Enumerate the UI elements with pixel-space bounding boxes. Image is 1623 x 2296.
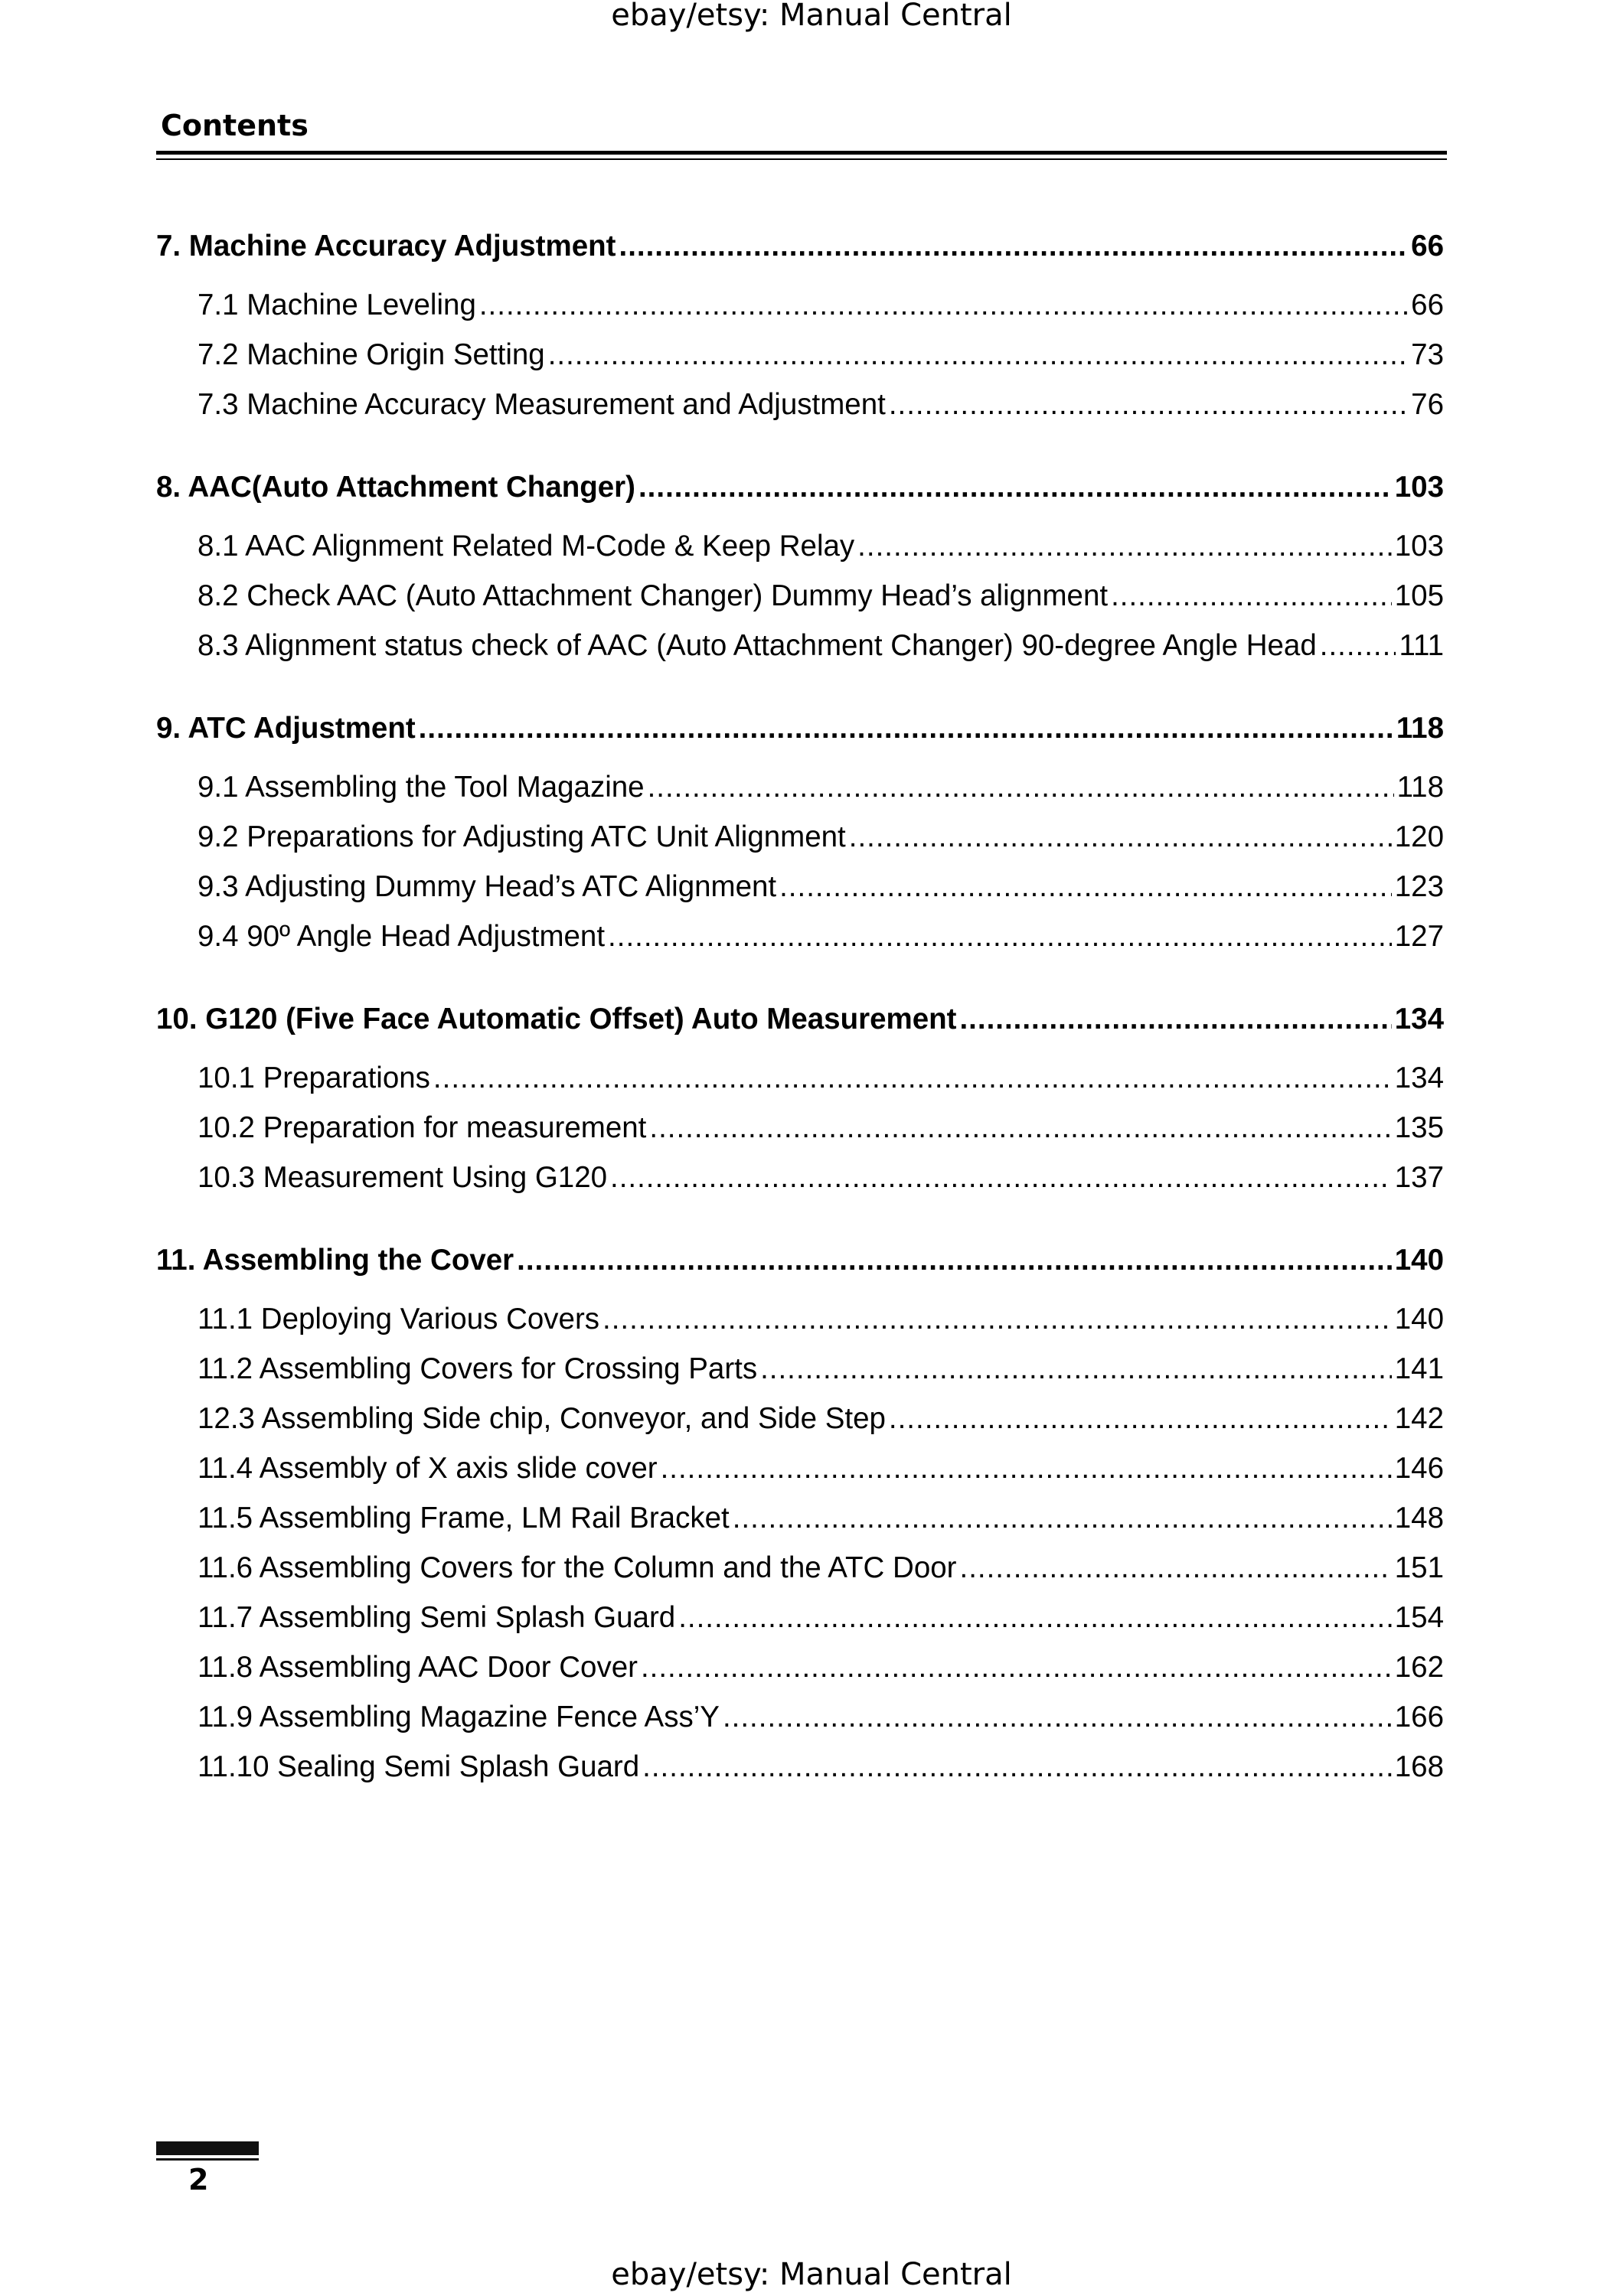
toc-section-entry[interactable] [156, 280, 1444, 330]
toc-entry-title: 11.1 Deploying Various Covers [198, 1303, 600, 1336]
toc-entry-page: 103 [1394, 471, 1444, 504]
toc-entry-page: 127 [1394, 920, 1444, 953]
toc-section-entry[interactable] [156, 762, 1444, 812]
toc-section-entry[interactable] [156, 1543, 1444, 1593]
toc-entry-title: 12.3 Assembling Side chip, Conveyor, and Side Step [198, 1402, 886, 1435]
dot-leader [619, 222, 1409, 271]
toc-entry-title: 9.1 Assembling the Tool Magazine [198, 771, 645, 804]
toc-section-entry[interactable] [156, 1294, 1444, 1344]
dot-leader [649, 1103, 1391, 1153]
watermark-top: ebay/etsy: Manual Central [611, 0, 1012, 33]
toc-entry-title: 10.3 Measurement Using G120 [198, 1161, 608, 1194]
toc-entry-title: 10.1 Preparations [198, 1062, 430, 1094]
dot-leader [960, 1543, 1392, 1593]
dot-leader [641, 1642, 1392, 1692]
dot-leader [959, 995, 1391, 1044]
page-number: 2 [188, 2163, 209, 2197]
dot-leader [733, 1493, 1392, 1543]
dot-leader [889, 380, 1408, 429]
toc-entry-title: 11.7 Assembling Semi Splash Guard [198, 1601, 676, 1634]
header-rule-thick [156, 151, 1447, 155]
toc-entry-page: 134 [1394, 1062, 1444, 1094]
toc-section-entry[interactable] [156, 1344, 1444, 1394]
toc-chapter-block [156, 1236, 1444, 1792]
watermark-bottom: ebay/etsy: Manual Central [611, 2257, 1012, 2292]
page-header-title: Contents [161, 109, 309, 142]
toc-entry-page: 118 [1396, 712, 1444, 745]
dot-leader [678, 1593, 1392, 1642]
toc-section-entry[interactable] [156, 1593, 1444, 1642]
toc-entry-page: 120 [1394, 820, 1444, 853]
toc-entry-page: 137 [1394, 1161, 1444, 1194]
dot-leader [779, 862, 1392, 912]
toc-entry-page: 140 [1394, 1244, 1444, 1277]
dot-leader [548, 330, 1408, 380]
dot-leader [1320, 621, 1396, 670]
dot-leader [638, 463, 1392, 512]
toc-entry-page: 151 [1394, 1551, 1444, 1584]
toc-section-entry[interactable] [156, 1053, 1444, 1103]
toc-entry-title: 11.2 Assembling Covers for Crossing Parts [198, 1352, 758, 1385]
toc-chapter-entry[interactable] [156, 995, 1444, 1044]
toc-entry-page: 168 [1394, 1750, 1444, 1783]
toc-entry-page: 135 [1394, 1111, 1444, 1144]
footer-bar [156, 2141, 259, 2155]
table-of-contents [156, 222, 1444, 1825]
dot-leader [648, 762, 1394, 812]
toc-entry-title: 9.2 Preparations for Adjusting ATC Unit Alignment [198, 820, 846, 853]
header-rule-thin [156, 158, 1447, 160]
toc-section-entry[interactable] [156, 862, 1444, 912]
toc-section-entry[interactable] [156, 380, 1444, 429]
toc-entry-page: 140 [1394, 1303, 1444, 1336]
toc-entry-title: 8.1 AAC Alignment Related M-Code & Keep Relay [198, 530, 855, 563]
toc-entry-page: 118 [1396, 771, 1444, 804]
toc-entry-page: 73 [1411, 338, 1444, 371]
toc-section-entry[interactable] [156, 1742, 1444, 1792]
toc-chapter-entry[interactable] [156, 222, 1444, 271]
toc-entry-title: 7.1 Machine Leveling [198, 289, 476, 321]
toc-entry-page: 66 [1411, 230, 1444, 263]
dot-leader [433, 1053, 1392, 1103]
dot-leader [603, 1294, 1392, 1344]
toc-entry-title: 10. G120 (Five Face Automatic Offset) Auto Measurement [156, 1003, 957, 1035]
toc-entry-page: 148 [1394, 1502, 1444, 1534]
toc-entry-title: 8. AAC(Auto Attachment Changer) [156, 471, 635, 504]
toc-entry-page: 111 [1399, 629, 1444, 662]
toc-entry-page: 141 [1394, 1352, 1444, 1385]
footer-bar-line [156, 2158, 259, 2161]
toc-section-entry[interactable] [156, 621, 1444, 670]
dot-leader [1111, 571, 1392, 621]
dot-leader [661, 1443, 1392, 1493]
toc-entry-page: 166 [1394, 1701, 1444, 1733]
toc-entry-page: 154 [1394, 1601, 1444, 1634]
toc-chapter-entry[interactable] [156, 1236, 1444, 1285]
toc-entry-title: 9.3 Adjusting Dummy Head’s ATC Alignment [198, 870, 777, 903]
toc-section-entry[interactable] [156, 330, 1444, 380]
toc-section-entry[interactable] [156, 1642, 1444, 1692]
toc-chapter-entry[interactable] [156, 463, 1444, 512]
toc-section-entry[interactable] [156, 1692, 1444, 1742]
dot-leader [610, 1153, 1392, 1202]
toc-entry-title: 11. Assembling the Cover [156, 1244, 514, 1277]
toc-entry-page: 103 [1394, 530, 1444, 563]
toc-entry-title: 8.3 Alignment status check of AAC (Auto Attachment Changer) 90-degree Angle Head [198, 629, 1317, 662]
toc-section-entry[interactable] [156, 521, 1444, 571]
toc-chapter-block [156, 704, 1444, 961]
dot-leader [723, 1692, 1392, 1742]
toc-entry-page: 123 [1394, 870, 1444, 903]
toc-entry-page: 134 [1394, 1003, 1444, 1035]
dot-leader [642, 1742, 1392, 1792]
dot-leader [857, 521, 1392, 571]
toc-entry-title: 9. ATC Adjustment [156, 712, 416, 745]
toc-entry-page: 162 [1394, 1651, 1444, 1684]
toc-chapter-block [156, 463, 1444, 670]
toc-entry-title: 11.6 Assembling Covers for the Column and the ATC Door [198, 1551, 957, 1584]
dot-leader [479, 280, 1408, 330]
toc-entry-title: 9.4 90º Angle Head Adjustment [198, 920, 606, 953]
dot-leader [419, 704, 1393, 753]
toc-entry-title: 11.4 Assembly of X axis slide cover [198, 1452, 658, 1485]
toc-entry-title: 8.2 Check AAC (Auto Attachment Changer) Dummy Head’s alignment [198, 579, 1109, 612]
toc-entry-page: 146 [1394, 1452, 1444, 1485]
dot-leader [849, 812, 1392, 862]
toc-section-entry[interactable] [156, 1443, 1444, 1493]
toc-entry-title: 11.9 Assembling Magazine Fence Ass’Y [198, 1701, 720, 1733]
toc-chapter-entry[interactable] [156, 704, 1444, 753]
toc-section-entry[interactable] [156, 1394, 1444, 1443]
toc-entry-title: 11.10 Sealing Semi Splash Guard [198, 1750, 640, 1783]
toc-chapter-block [156, 995, 1444, 1202]
toc-entry-title: 7.2 Machine Origin Setting [198, 338, 545, 371]
toc-entry-page: 66 [1411, 289, 1444, 321]
toc-entry-title: 7. Machine Accuracy Adjustment [156, 230, 616, 263]
dot-leader [889, 1394, 1392, 1443]
toc-chapter-block [156, 222, 1444, 429]
toc-section-entry[interactable] [156, 571, 1444, 621]
toc-entry-title: 7.3 Machine Accuracy Measurement and Adjustment [198, 388, 886, 421]
toc-section-entry[interactable] [156, 1493, 1444, 1543]
dot-leader [760, 1344, 1392, 1394]
toc-section-entry[interactable] [156, 812, 1444, 862]
toc-entry-page: 105 [1394, 579, 1444, 612]
toc-entry-page: 76 [1411, 388, 1444, 421]
toc-entry-page: 142 [1394, 1402, 1444, 1435]
toc-entry-title: 10.2 Preparation for measurement [198, 1111, 647, 1144]
toc-entry-title: 11.5 Assembling Frame, LM Rail Bracket [198, 1502, 730, 1534]
dot-leader [608, 912, 1392, 961]
toc-section-entry[interactable] [156, 912, 1444, 961]
dot-leader [517, 1236, 1392, 1285]
toc-entry-title: 11.8 Assembling AAC Door Cover [198, 1651, 638, 1684]
toc-section-entry[interactable] [156, 1153, 1444, 1202]
toc-section-entry[interactable] [156, 1103, 1444, 1153]
